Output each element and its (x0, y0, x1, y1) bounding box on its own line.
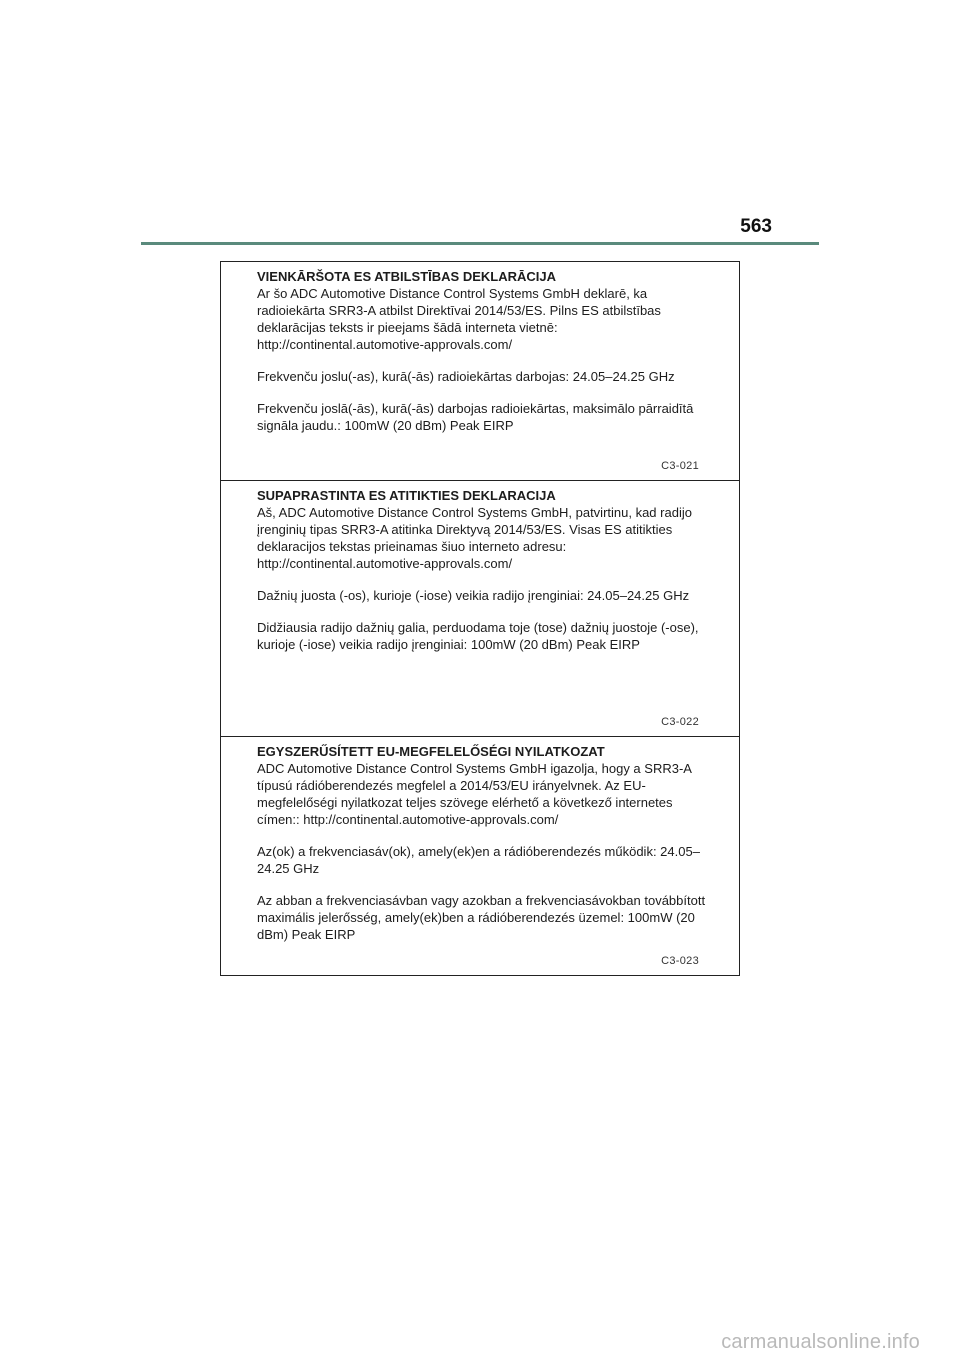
declaration-paragraph: Dažnių juosta (-os), kurioje (-iose) veikia radijo įrenginiai: 24.05–24.25 GHz (257, 588, 690, 603)
declaration-paragraph: Az abban a frekvenciasávban vagy azokban a frekvenciasávokban továbbított maximális jelerősség, amely(ek)ben a rádióberendezés üzemel: 100mW (20 dBm) Peak EIRP (257, 893, 706, 942)
watermark-text: carmanualsonline.info (721, 1331, 920, 1353)
declaration-title: VIENKĀRŠOTA ES ATBILSTĪBAS DEKLARĀCIJA (257, 269, 557, 284)
declaration-paragraph: Didžiausia radijo dažnių galia, perduodama toje (tose) dažnių juostoje (-ose), kurioje (-iose) veikia radijo įrenginiai: 100mW (20 dBm) Peak EIRP (257, 620, 699, 652)
declaration-title: SUPAPRASTINTA ES ATITIKTIES DEKLARACIJA (257, 488, 556, 503)
declaration-title: EGYSZERŰSÍTETT EU-MEGFELELŐSÉGI NYILATKOZAT (257, 744, 605, 759)
declaration-code: C3-022 (661, 716, 699, 728)
declaration-code: C3-023 (661, 955, 699, 967)
declaration-hungarian (221, 737, 739, 975)
declarations-box (220, 261, 740, 976)
declaration-lithuanian (221, 481, 739, 737)
page-number: 563 (740, 216, 772, 237)
declaration-paragraph: Az(ok) a frekvenciasáv(ok), amely(ek)en a rádióberendezés működik: 24.05–24.25 GHz (257, 844, 700, 876)
declaration-paragraph: Frekvenču joslā(-ās), kurā(-ās) darbojas radioiekārtas, maksimālo pārraidītā signāla jaudu.: 100mW (20 dBm) Peak EIRP (257, 401, 694, 433)
declaration-code: C3-021 (661, 460, 699, 472)
declaration-paragraph: Ar šo ADC Automotive Distance Control Systems GmbH deklarē, ka radioiekārta SRR3-A atbilst Direktīvai 2014/53/ES. Pilns ES atbilstības deklarācijas teksts ir pieejams šādā interneta vietnē: http://continental.automotive-approvals.com/ (257, 286, 661, 352)
declaration-paragraph: Frekvenču joslu(-as), kurā(-ās) radioiekārtas darbojas: 24.05–24.25 GHz (257, 369, 675, 384)
declaration-paragraph: Aš, ADC Automotive Distance Control Systems GmbH, patvirtinu, kad radijo įrenginių tipas SRR3-A atitinka Direktyvą 2014/53/ES. Visas ES atitikties deklaracijos tekstas prieinamas šiuo interneto adresu: http://continental.automotive-approvals.com/ (257, 505, 692, 571)
declaration-paragraph: ADC Automotive Distance Control Systems GmbH igazolja, hogy a SRR3-A típusú rádióberendezés megfelel a 2014/53/EU irányelvnek. Az EU-megfelelőségi nyilatkozat teljes szövege elérhető a következő internetes címen:: http://continental.automotive-approvals.com/ (257, 761, 692, 827)
declaration-latvian (221, 262, 739, 481)
header-rule (141, 242, 819, 245)
